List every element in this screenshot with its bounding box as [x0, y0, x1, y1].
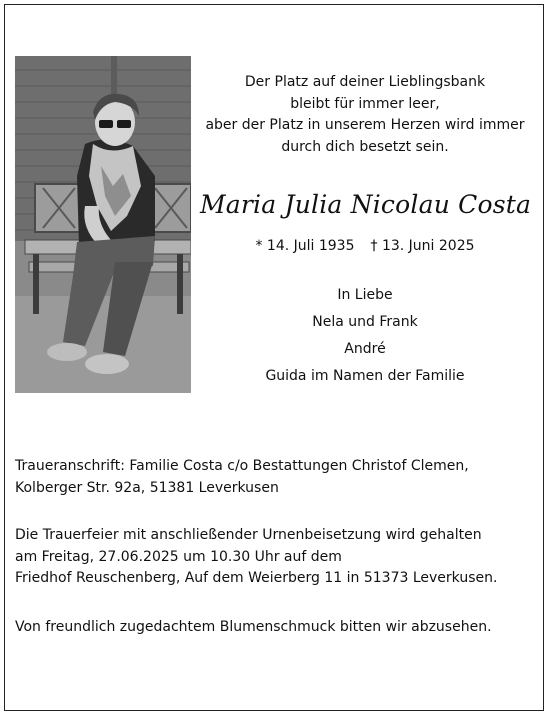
signature-line: Guida im Namen der Familie [265, 368, 465, 384]
birth-date: * 14. Juli 1935 [255, 238, 355, 254]
signature-line: Nela und Frank [312, 314, 418, 330]
signature-line: In Liebe [337, 287, 393, 303]
verse-line: aber der Platz in unserem Herzen wird immer [205, 117, 525, 133]
deceased-name: Maria Julia Nicolau Costa [200, 190, 532, 219]
address-line: Traueranschrift: Familie Costa c/o Bestattungen Christof Clemen, [15, 458, 469, 474]
address-line: Kolberger Str. 92a, 51381 Leverkusen [15, 479, 279, 496]
verse-line: durch dich besetzt sein. [281, 138, 449, 155]
flowers-note: Von freundlich zugedachtem Blumenschmuck bitten wir abzusehen. [15, 619, 492, 635]
death-date: † 13. Juni 2025 [370, 238, 475, 254]
ceremony-line: Friedhof Reuschenberg, Auf dem Weierberg 11 in 51373 Leverkusen. [15, 570, 498, 586]
verse-line: Der Platz auf deiner Lieblingsbank [244, 74, 486, 90]
portrait-photo [15, 56, 191, 393]
ceremony-line: am Freitag, 27.06.2025 um 10.30 Uhr auf dem [15, 548, 342, 565]
signature-line: André [344, 341, 386, 357]
life-dates [200, 238, 530, 254]
funeral-details [15, 525, 530, 590]
mourners-signature [200, 282, 530, 390]
memorial-verse [200, 72, 530, 158]
mourning-address [15, 456, 530, 499]
verse-line: bleibt für immer leer, [290, 95, 440, 112]
ceremony-line: Die Trauerfeier mit anschließender Urnenbeisetzung wird gehalten [15, 527, 482, 543]
